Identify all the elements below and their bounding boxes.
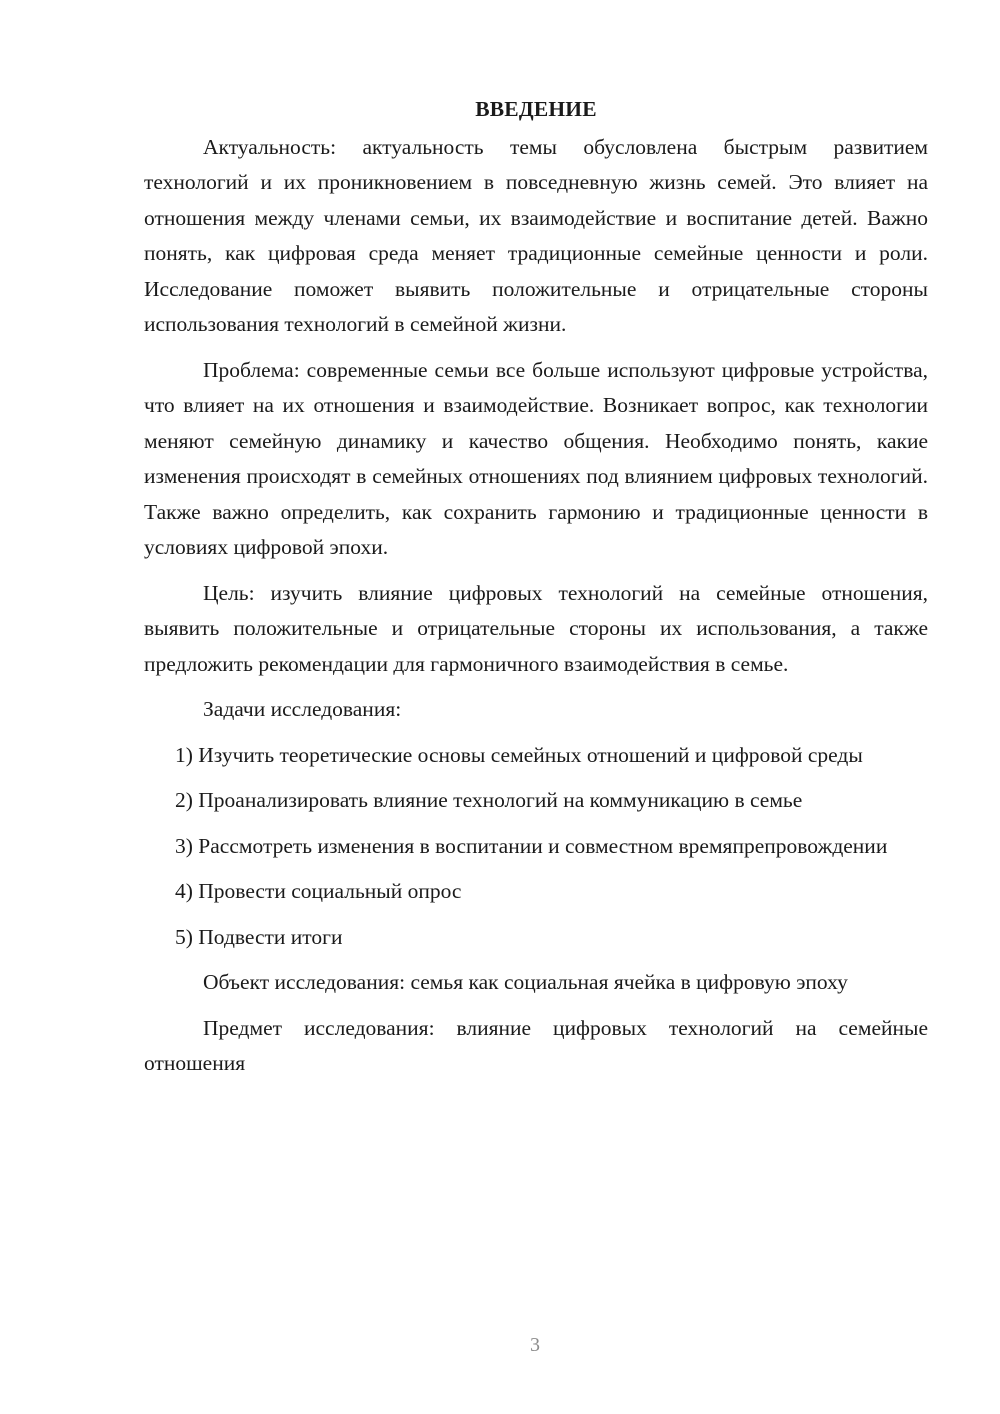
object-paragraph: Объект исследования: семья как социальная ячейка в цифровую эпоху (203, 970, 848, 994)
task-item-5: 5) Подвести итоги (175, 924, 343, 949)
task-item-3: 3) Рассмотреть изменения в воспитании и совместном времяпрепровождении (175, 833, 888, 858)
problem-paragraph: Проблема: современные семьи все больше используют цифровые устройства, что влияет на их отношения и взаимодействие. Возникает вопрос, как технологии меняют семейную динамику и качество общения. Необходимо понять, какие изменения происходят в семейных отношениях под влиянием цифровых технологий. Также важно определить, как сохранить гармонию и традиционные ценности в условиях цифровой эпохи. (144, 357, 928, 559)
subject-paragraph: Предмет исследования: влияние цифровых технологий на семейные отношения (144, 1015, 928, 1075)
task-item-2: 2) Проанализировать влияние технологий на коммуникацию в семье (175, 788, 803, 812)
relevance-paragraph: Актуальность: актуальность темы обусловлена быстрым развитием технологий и их проникновением в повседневную жизнь семей. Это влияет на отношения между членами семьи, их взаимодействие и воспитание детей. Важно понять, как цифровая среда меняет традиционные семейные ценности и роли. Исследование поможет выявить положительные и отрицательные стороны использования технологий в семейной жизни. (144, 134, 928, 336)
page-number: 3 (530, 1334, 540, 1356)
goal-paragraph: Цель: изучить влияние цифровых технологий на семейные отношения, выявить положительные и отрицательные стороны их использования, а также предложить рекомендации для гармоничного взаимодействия в семье. (144, 580, 928, 676)
task-item-1: 1) Изучить теоретические основы семейных отношений и цифровой среды (175, 742, 863, 767)
section-title: ВВЕДЕНИЕ (475, 97, 597, 121)
tasks-heading: Задачи исследования: (203, 697, 402, 721)
task-item-4: 4) Провести социальный опрос (175, 879, 462, 903)
page-content (144, 92, 928, 1082)
